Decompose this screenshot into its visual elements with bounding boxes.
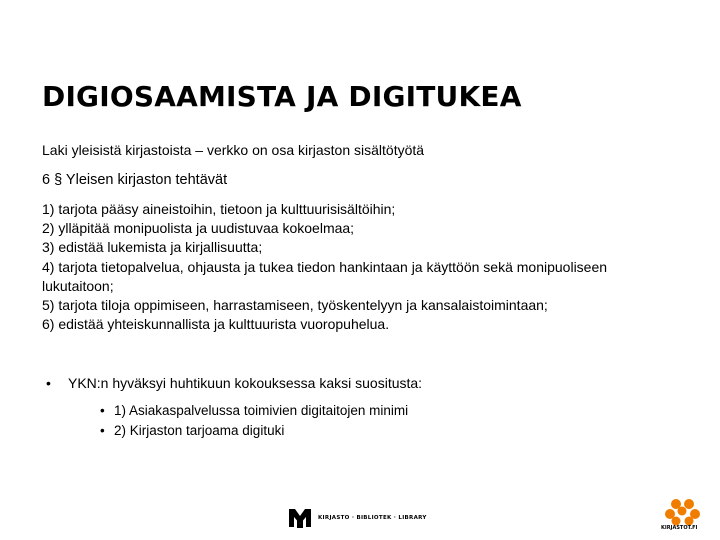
duty-item: 3) edistää lukemista ja kirjallisuutta;: [42, 239, 263, 256]
bullet-icon: •: [100, 403, 105, 418]
duty-item: 1) tarjota pääsy aineistoihin, tietoon ja kulttuurisisältöihin;: [42, 201, 396, 217]
duty-item: 5) tarjota tiloja oppimiseen, harrastamiseen, työskentelyyn ja kansalaistoimintaan;: [42, 297, 548, 314]
intro-text: Laki yleisistä kirjastoista – verkko on osa kirjaston sisältötyötä: [42, 142, 425, 158]
bullet-icon: •: [46, 375, 51, 391]
library-brand-text: KIRJASTO · BIBLIOTEK · LIBRARY: [318, 515, 427, 521]
recommendation-item: [100, 401, 408, 421]
duties-list: [42, 200, 682, 334]
recommendation-bullet: [46, 375, 422, 391]
section-heading: 6 § Yleisen kirjaston tehtävät: [42, 172, 228, 188]
kirjastot-logo: [660, 498, 706, 534]
recommendation-text: 2) Kirjaston tarjoama digituki: [114, 422, 285, 438]
recommendation-list: [100, 401, 408, 440]
library-logo: [288, 507, 427, 529]
kirjastot-logo-text: KIRJASTOT.FI: [661, 525, 698, 531]
bullet-text: YKN:n hyväksyi huhtikuun kokouksessa kaksi suositusta:: [68, 375, 423, 391]
kirjastot-flower-icon: [660, 498, 706, 526]
slide-title: DIGIOSAAMISTA JA DIGITUKEA: [42, 80, 522, 113]
duty-item: 2) ylläpitää monipuolista ja uudistuvaa kokoelmaa;: [42, 220, 355, 237]
duty-item: 6) edistää yhteiskunnallista ja kulttuurista vuoropuhelua.: [42, 316, 390, 333]
recommendation-text: 1) Asiakaspalvelussa toimivien digitaitojen minimi: [114, 403, 409, 418]
bullet-icon: •: [100, 422, 105, 438]
recommendation-item: [100, 421, 408, 441]
library-emblem-icon: [288, 507, 312, 529]
duty-item: 4) tarjota tietopalvelua, ohjausta ja tukea tiedon hankintaan ja käyttöön sekä monipuoliseen lukutaitoon;: [42, 258, 608, 294]
